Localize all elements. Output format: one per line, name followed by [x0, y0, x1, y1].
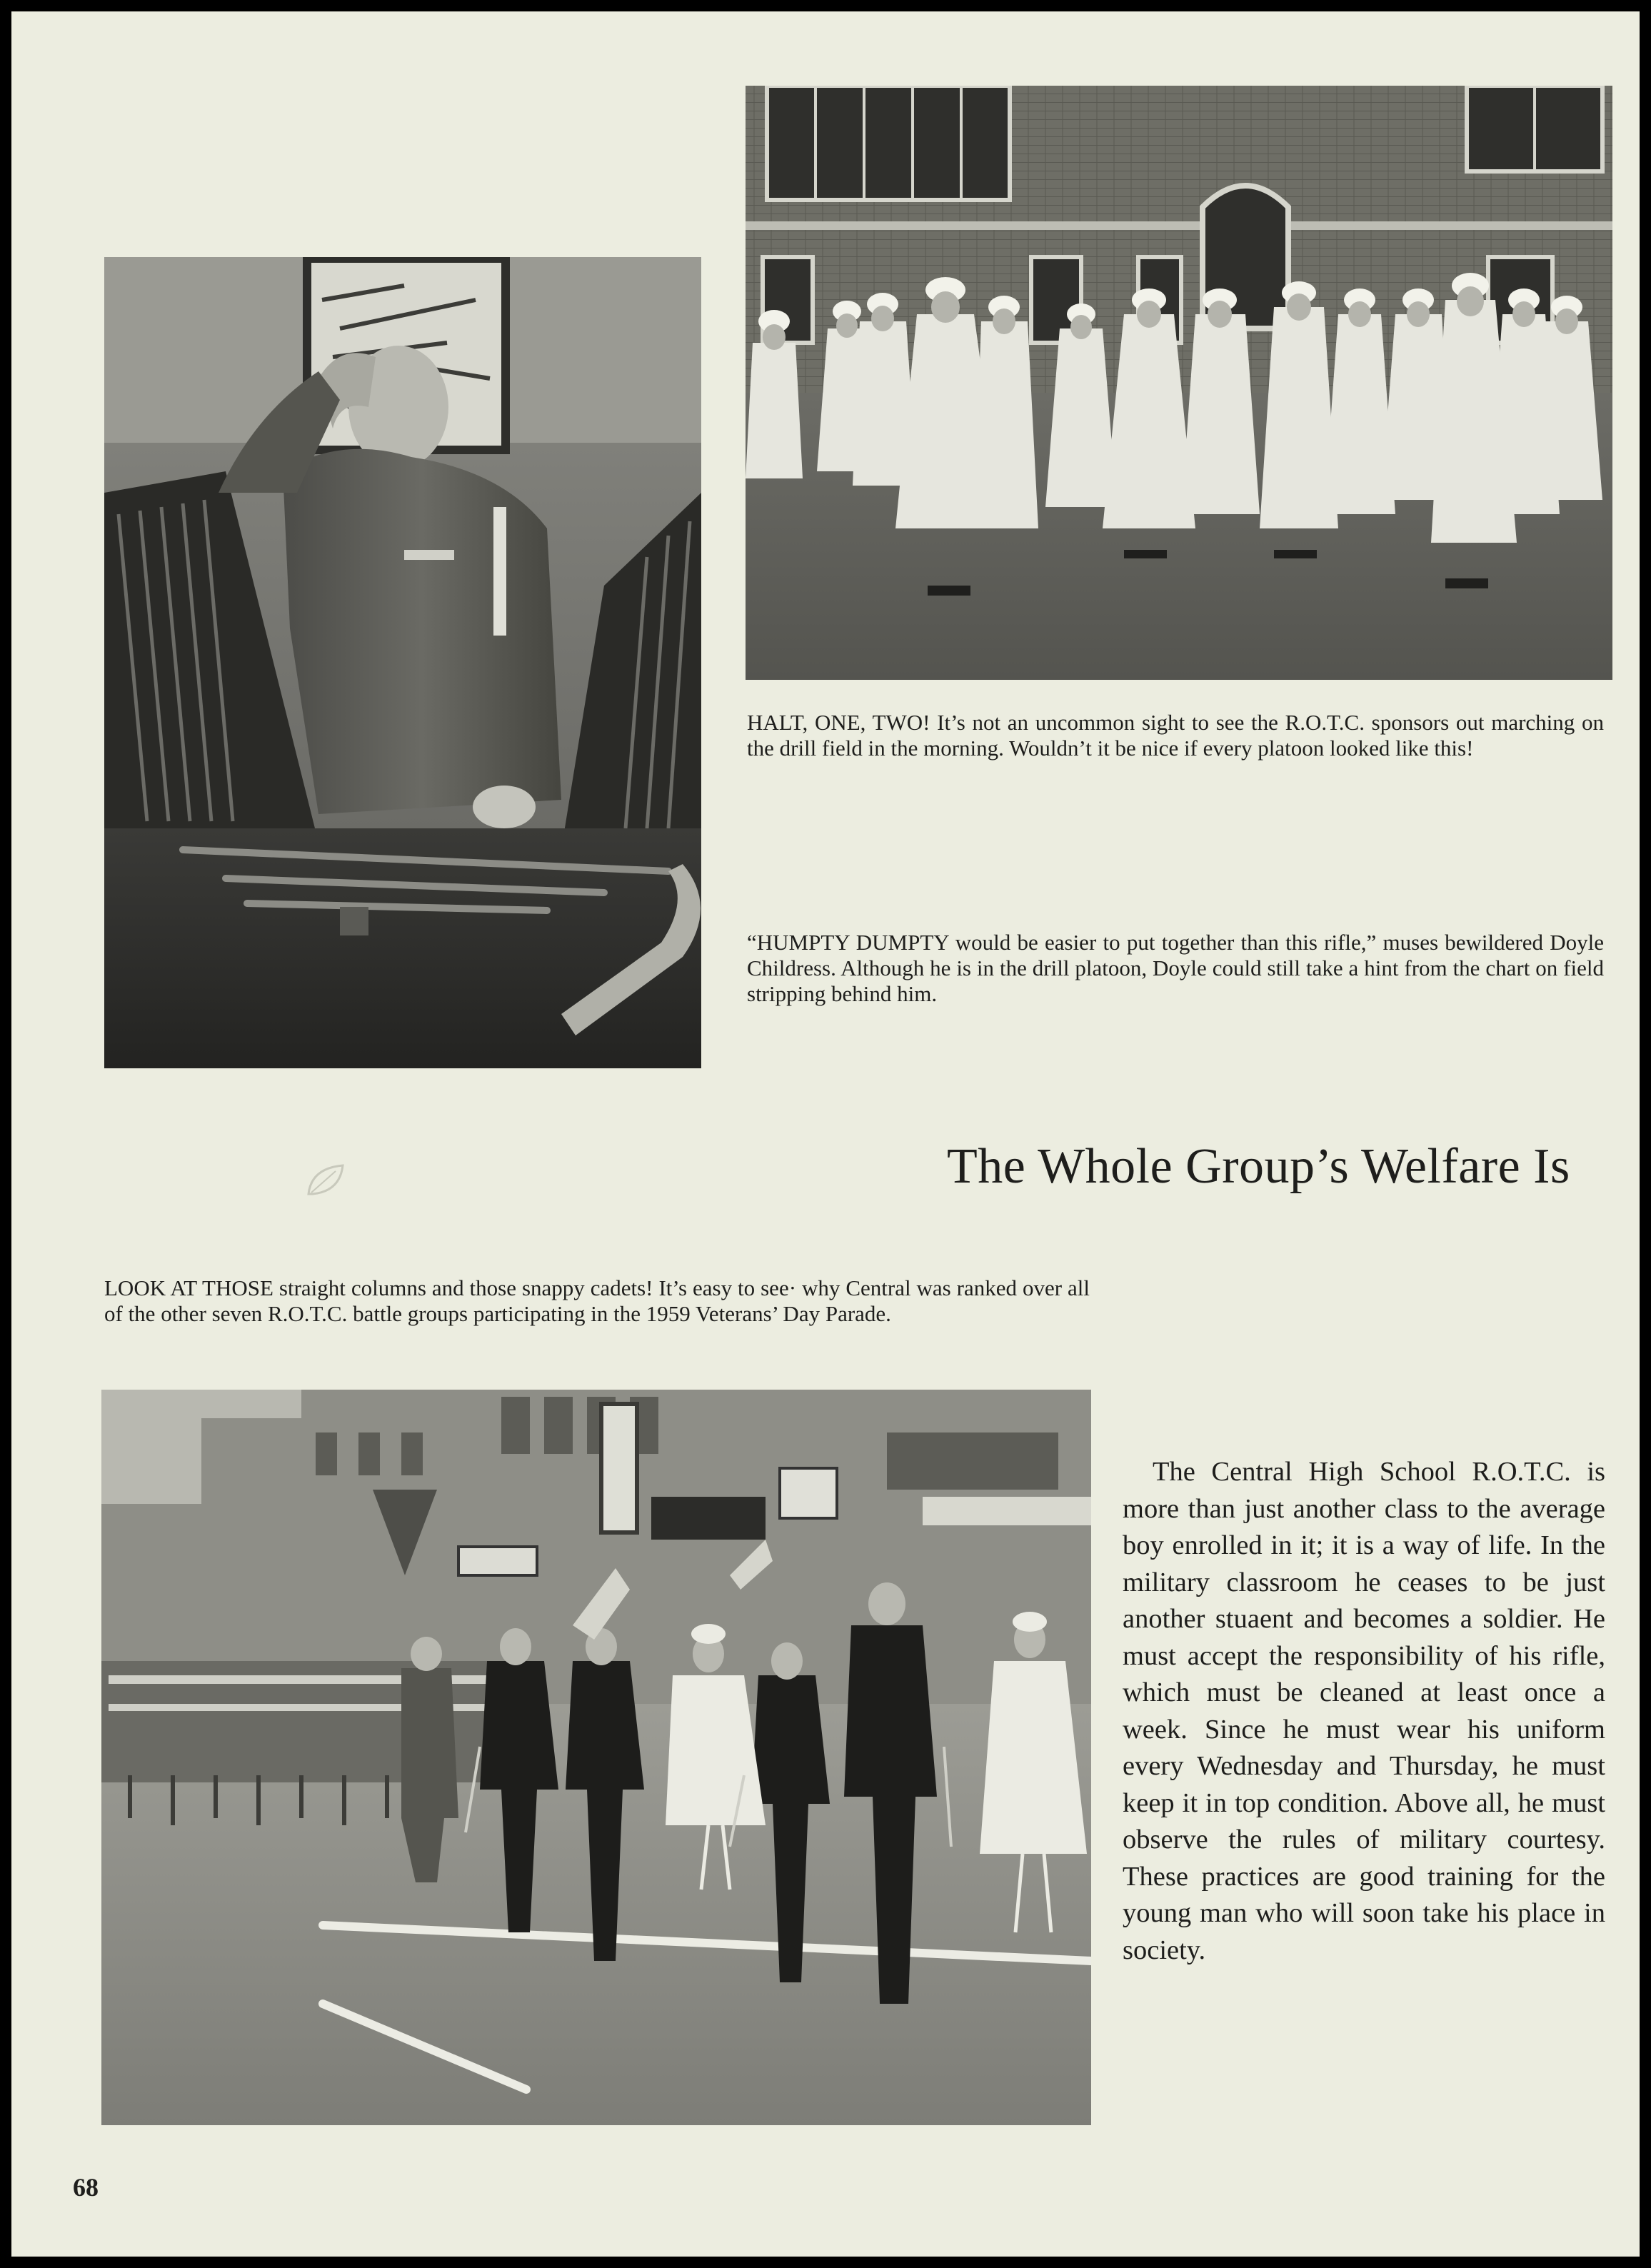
veterans-day-parade-image: [101, 1390, 1091, 2125]
page-heading: The Whole Group’s Welfare Is: [947, 1139, 1570, 1194]
page-number: 68: [73, 2173, 99, 2202]
body-paragraph: The Central High School R.O.T.C. is more than just another class to the average boy enrolled in it; it is a way of life. In the military classroom he ceases to be just another stuaent and becomes a soldier. He must accept the responsibility of his rifle, which must be cleaned at least once a week. Since he must wear his uniform every Wednesday and Thursday, he must keep it in top condition. Above all, he must observe the rules of military courtesy. These practices are good training for the young man who will soon take his place in society.: [1123, 1457, 1605, 1965]
sponsors-marching-image: [746, 86, 1612, 680]
yearbook-page: [11, 11, 1640, 2257]
leaf-icon: [304, 1161, 347, 1198]
sponsors-marching-photo: [746, 86, 1612, 680]
cadet-rifle-photo: [104, 257, 701, 1068]
humpty-dumpty-caption: “HUMPTY DUMPTY would be easier to put together than this rifle,” muses bewildered Doyle Childress. Although he is in the drill platoon, Doyle could still take a hint from the chart on field stripping behind him.: [747, 930, 1604, 1006]
sponsors-caption: HALT, ONE, TWO! It’s not an uncommon sight to see the R.O.T.C. sponsors out marching on the drill field in the morning. Wouldn’t it be nice if every platoon looked like this!: [747, 710, 1604, 761]
veterans-day-parade-photo: [101, 1390, 1091, 2125]
cadet-rifle-image: [104, 257, 701, 1068]
parade-caption: LOOK AT THOSE straight columns and those snappy cadets! It’s easy to see· why Central was ranked over all of the other seven R.O.T.C. battle groups participating in the 1959 Veterans’ Day Parade.: [104, 1275, 1090, 1326]
